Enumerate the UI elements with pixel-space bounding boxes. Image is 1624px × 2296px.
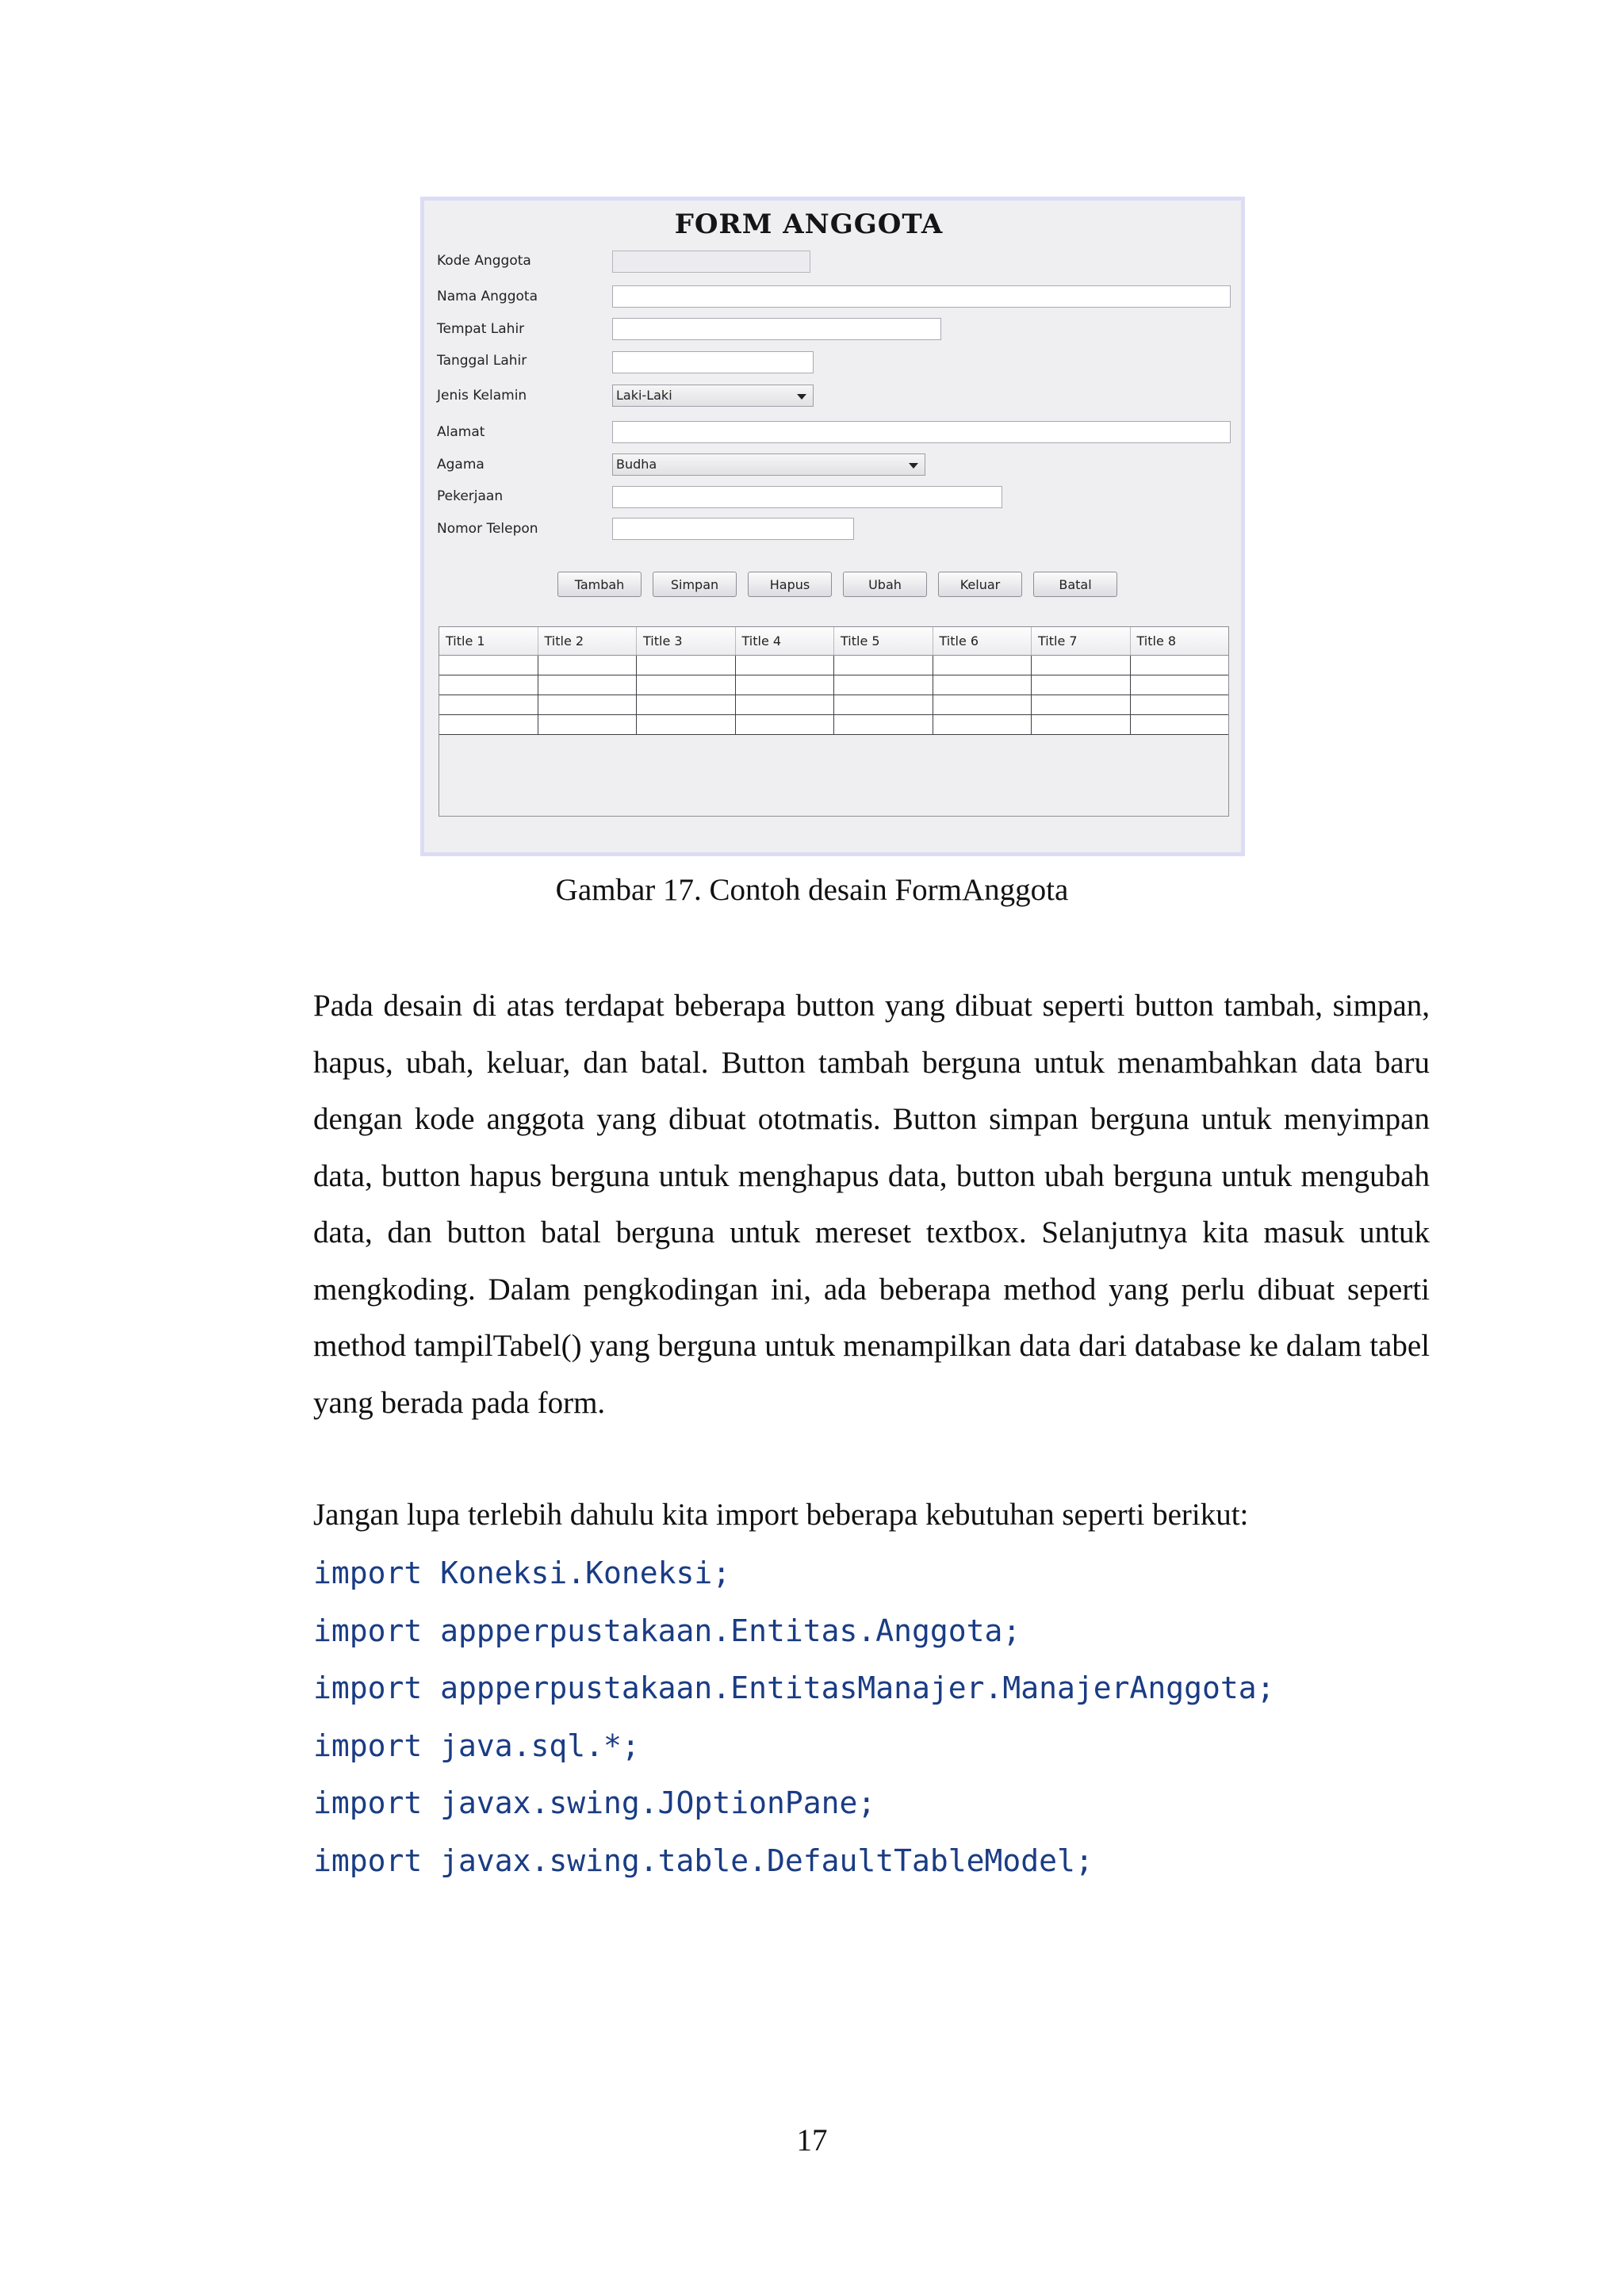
code-line: import java.sql.*; [313,1728,640,1763]
nama-anggota-field[interactable] [612,285,1231,308]
table-cell[interactable] [637,656,736,675]
table-cell[interactable] [834,656,933,675]
code-block [313,1544,1275,1889]
batal-button[interactable]: Batal [1033,572,1117,597]
table-cell[interactable] [1131,715,1229,734]
code-line: import javax.swing.JOptionPane; [313,1785,876,1820]
ubah-button[interactable]: Ubah [843,572,927,597]
label-tempat-lahir: Tempat Lahir [437,321,525,337]
table-cell[interactable] [637,715,736,734]
label-agama: Agama [437,457,485,473]
table-cell[interactable] [1131,695,1229,714]
form-title: FORM ANGGOTA [674,209,944,240]
label-tanggal-lahir: Tanggal Lahir [437,353,527,369]
agama-value: Budha [616,457,657,472]
column-header[interactable]: Title 5 [834,627,933,656]
page-number: 17 [796,2123,828,2157]
column-header[interactable]: Title 2 [538,627,638,656]
table-cell[interactable] [1032,695,1131,714]
table-cell[interactable] [439,656,538,675]
table-cell[interactable] [736,715,835,734]
chevron-down-icon [909,463,918,469]
label-kode-anggota: Kode Anggota [437,253,531,269]
table-row[interactable] [439,675,1228,695]
tanggal-lahir-field[interactable] [612,351,814,373]
column-header[interactable]: Title 6 [933,627,1032,656]
table-cell[interactable] [1032,675,1131,695]
table-cell[interactable] [834,675,933,695]
code-line: import appperpustakaan.EntitasManajer.ManajerAnggota; [313,1670,1275,1705]
label-pekerjaan: Pekerjaan [437,488,504,504]
agama-combo[interactable] [612,453,925,476]
label-alamat: Alamat [437,424,485,440]
tempat-lahir-field[interactable] [612,318,941,340]
table-cell[interactable] [933,715,1032,734]
table-cell[interactable] [439,675,538,695]
column-header[interactable]: Title 1 [439,627,538,656]
code-line: import appperpustakaan.Entitas.Anggota; [313,1613,1021,1648]
table-cell[interactable] [538,695,638,714]
jenis-kelamin-combo[interactable] [612,385,814,407]
nomor-telepon-field[interactable] [612,518,854,540]
code-line: import Koneksi.Koneksi; [313,1556,731,1590]
simpan-button[interactable]: Simpan [653,572,737,597]
column-header[interactable]: Title 8 [1131,627,1229,656]
figure-caption: Gambar 17. Contoh desain FormAnggota [555,873,1069,907]
body-paragraph: Pada desain di atas terdapat beberapa button yang dibuat seperti button tambah, simpan, hapus, ubah, keluar, dan batal. Button tambah berguna untuk menambahkan data baru dengan kode anggota yang dibuat ototmatis. Button simpan berguna untuk menyimpan data, button hapus berguna untuk menghapus data, button ubah berguna untuk mengubah data, dan button batal berguna untuk mereset textbox. Selanjutnya kita masuk untuk mengkoding. Dalam pengkodingan ini, ada beberapa method yang perlu dibuat seperti method tampilTabel() yang berguna untuk menampilkan data dari database ke dalam tabel yang berada pada form. [313,989,1430,1420]
table-row[interactable] [439,656,1228,675]
table-cell[interactable] [736,695,835,714]
table-cell[interactable] [1032,715,1131,734]
column-header[interactable]: Title 4 [736,627,835,656]
label-nama-anggota: Nama Anggota [437,289,538,304]
table-cell[interactable] [538,715,638,734]
table-row[interactable] [439,695,1228,715]
column-header[interactable]: Title 7 [1032,627,1131,656]
alamat-field[interactable] [612,421,1231,443]
form-anggota-figure [420,197,1245,856]
table-cell[interactable] [1131,675,1229,695]
table-cell[interactable] [736,675,835,695]
code-line: import javax.swing.table.DefaultTableModel; [313,1843,1094,1878]
table-cell[interactable] [834,695,933,714]
table-body [439,656,1228,735]
kode-anggota-field[interactable] [612,251,810,273]
jenis-kelamin-value: Laki-Laki [616,388,672,403]
table-cell[interactable] [439,695,538,714]
column-header[interactable]: Title 3 [637,627,736,656]
table-cell[interactable] [933,656,1032,675]
table-cell[interactable] [933,695,1032,714]
chevron-down-icon [797,394,806,400]
table-cell[interactable] [637,675,736,695]
table-cell[interactable] [538,675,638,695]
data-table[interactable] [439,626,1229,817]
label-nomor-telepon: Nomor Telepon [437,521,538,537]
table-cell[interactable] [637,695,736,714]
body-paragraph: Jangan lupa terlebih dahulu kita import beberapa kebutuhan seperti berikut: [313,1498,1249,1532]
tambah-button[interactable]: Tambah [557,572,642,597]
keluar-button[interactable]: Keluar [938,572,1022,597]
table-cell[interactable] [834,715,933,734]
table-row[interactable] [439,715,1228,735]
table-cell[interactable] [1032,656,1131,675]
table-cell[interactable] [933,675,1032,695]
table-header [439,627,1228,656]
label-jenis-kelamin: Jenis Kelamin [437,388,527,404]
table-cell[interactable] [736,656,835,675]
table-cell[interactable] [1131,656,1229,675]
pekerjaan-field[interactable] [612,486,1002,508]
hapus-button[interactable]: Hapus [748,572,832,597]
table-cell[interactable] [439,715,538,734]
table-cell[interactable] [538,656,638,675]
